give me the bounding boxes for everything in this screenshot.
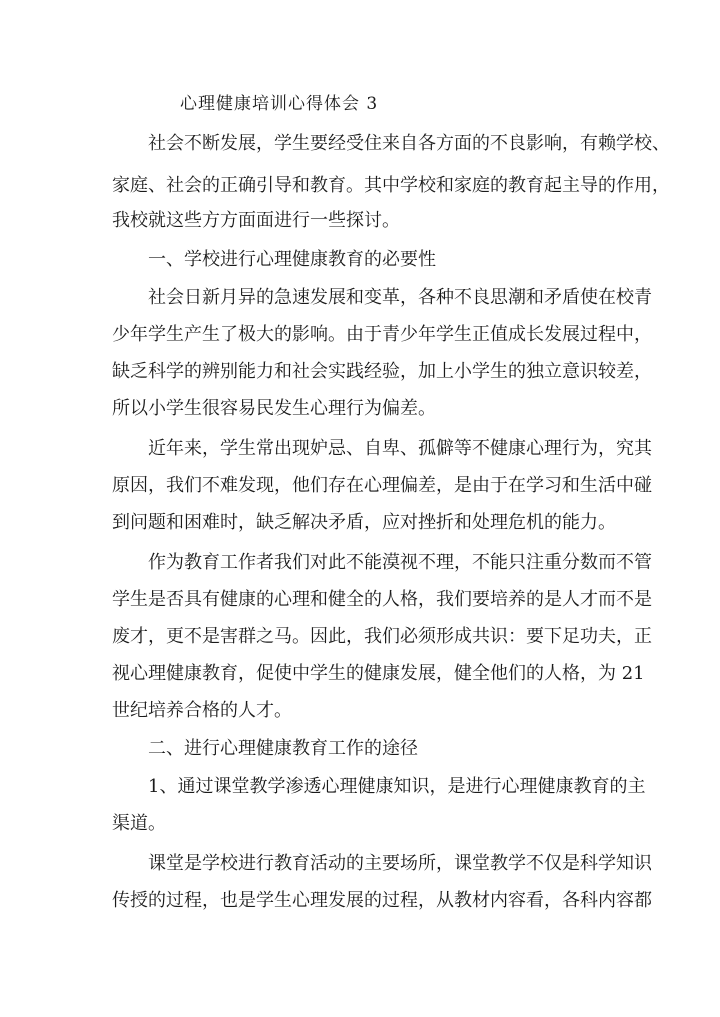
text-line: 到问题和困难时，缺乏解决矛盾，应对挫折和处理危机的能力。 [112, 512, 616, 533]
document-title: 心理健康培训心得体会 3 [180, 94, 379, 114]
text-line: 家庭、社会的正确引导和教育。其中学校和家庭的教育起主导的作用， [112, 175, 670, 196]
text-line: 近年来，学生常出现妒忌、自卑、孤僻等不健康心理行为，究其 [148, 438, 652, 459]
text-line: 传授的过程，也是学生心理发展的过程，从教材内容看，各科内容都 [112, 890, 652, 911]
text-line: 原因，我们不难发现，他们存在心理偏差，是由于在学习和生活中碰 [112, 475, 652, 496]
text-line: 缺乏科学的辨别能力和社会实践经验，加上小学生的独立意识较差， [112, 361, 652, 382]
text-line: 作为教育工作者我们对此不能漠视不理，不能只注重分数而不管 [148, 552, 652, 573]
text-line: 1、通过课堂教学渗透心理健康知识，是进行心理健康教育的主 [148, 776, 646, 797]
text-line: 视心理健康教育，促使中学生的健康发展，健全他们的人格，为 21 [112, 663, 645, 684]
text-line: 世纪培养合格的人才。 [112, 700, 292, 721]
section-heading: 一、学校进行心理健康教育的必要性 [148, 249, 436, 270]
text-line: 少年学生产生了极大的影响。由于青少年学生正值成长发展过程中， [112, 324, 652, 345]
text-line: 渠道。 [112, 813, 166, 834]
text-line: 所以小学生很容易民发生心理行为偏差。 [112, 398, 436, 419]
text-line: 社会不断发展，学生要经受住来自各方面的不良影响，有赖学校、 [148, 133, 670, 154]
text-line: 课堂是学校进行教育活动的主要场所，课堂教学不仅是科学知识 [148, 853, 652, 874]
text-line: 学生是否具有健康的心理和健全的人格，我们要培养的是人才而不是 [112, 589, 652, 610]
section-heading: 二、进行心理健康教育工作的途径 [148, 738, 418, 759]
text-line: 我校就这些方方面面进行一些探讨。 [112, 210, 400, 231]
text-line: 社会日新月异的急速发展和变革，各种不良思潮和矛盾使在校青 [148, 287, 652, 308]
text-line: 废才，更不是害群之马。因此，我们必须形成共识：要下足功夫，正 [112, 626, 652, 647]
